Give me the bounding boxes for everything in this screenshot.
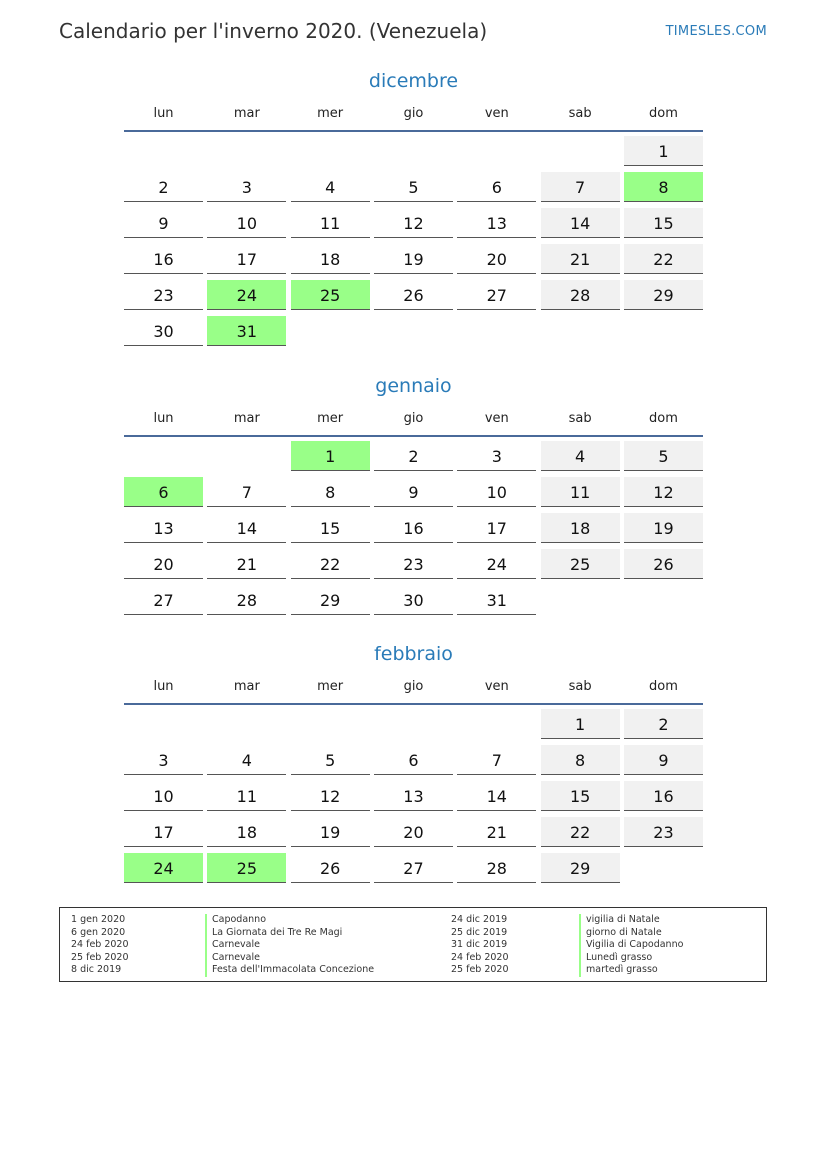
- weekday-label: ven: [484, 106, 509, 121]
- day-cell: 16: [124, 244, 203, 274]
- day-cell: 28: [457, 853, 536, 883]
- legend-holiday-name: martedì grasso: [579, 964, 683, 977]
- month-title: gennaio: [375, 375, 452, 397]
- day-cell: 16: [624, 781, 703, 811]
- legend-names-col-2: [579, 914, 683, 977]
- legend-date: 6 gen 2020: [71, 926, 126, 938]
- day-cell: 20: [124, 549, 203, 579]
- day-cell: 3: [124, 745, 203, 775]
- day-cell: 1: [624, 136, 703, 166]
- legend-holiday-name: Capodanno: [205, 914, 374, 927]
- day-cell: 12: [291, 781, 370, 811]
- month-title: dicembre: [368, 70, 459, 92]
- weekday-label: mer: [317, 106, 344, 121]
- day-cell: 4: [541, 441, 620, 471]
- day-cell: 29: [541, 853, 620, 883]
- day-cell: 3: [457, 441, 536, 471]
- legend-holiday-name: Carnevale: [205, 952, 374, 965]
- legend-date: 25 feb 2020: [71, 951, 129, 963]
- day-cell: 5: [624, 441, 703, 471]
- day-cell: 7: [541, 172, 620, 202]
- holiday-legend: [59, 907, 767, 982]
- day-cell: 14: [457, 781, 536, 811]
- day-cell: 20: [374, 817, 453, 847]
- day-cell-empty: [541, 136, 620, 166]
- day-cell: 11: [291, 208, 370, 238]
- day-cell: 19: [624, 513, 703, 543]
- legend-holiday-name: vigilia di Natale: [579, 914, 683, 927]
- weekday-label: mar: [233, 411, 260, 426]
- day-cell: 25: [541, 549, 620, 579]
- day-grid: [124, 441, 703, 621]
- day-cell-empty: [374, 709, 453, 739]
- day-cell: 13: [124, 513, 203, 543]
- day-cell: 9: [124, 208, 203, 238]
- day-cell-empty: [457, 709, 536, 739]
- weekday-label: lun: [153, 106, 174, 121]
- brand-link[interactable]: TIMESLES.COM: [665, 24, 767, 39]
- day-cell: 19: [291, 817, 370, 847]
- day-cell: 3: [207, 172, 286, 202]
- day-cell: 5: [374, 172, 453, 202]
- day-cell-empty: [124, 709, 203, 739]
- day-cell: 17: [457, 513, 536, 543]
- weekday-label: sab: [568, 411, 592, 426]
- day-cell-empty: [124, 441, 203, 471]
- day-cell: 19: [374, 244, 453, 274]
- day-cell: 21: [207, 549, 286, 579]
- day-cell-empty: [207, 709, 286, 739]
- day-cell: 17: [207, 244, 286, 274]
- weekday-label: ven: [484, 411, 509, 426]
- day-cell: 15: [291, 513, 370, 543]
- day-cell: 21: [541, 244, 620, 274]
- day-cell: 29: [291, 585, 370, 615]
- legend-holiday-name: Vigilia di Capodanno: [579, 939, 683, 952]
- day-cell: 2: [124, 172, 203, 202]
- weekday-label: gio: [403, 679, 424, 694]
- day-cell: 11: [541, 477, 620, 507]
- legend-date: 24 feb 2020: [451, 951, 509, 963]
- day-cell: 28: [541, 280, 620, 310]
- day-cell: 20: [457, 244, 536, 274]
- weekday-label: mar: [233, 106, 260, 121]
- day-cell: 27: [374, 853, 453, 883]
- legend-holiday-name: La Giornata dei Tre Re Magi: [205, 927, 374, 940]
- day-cell: 18: [207, 817, 286, 847]
- legend-date: 25 feb 2020: [451, 964, 509, 975]
- day-cell-holiday: 24: [124, 853, 203, 883]
- day-cell-empty: [291, 136, 370, 166]
- day-cell-holiday: 8: [624, 172, 703, 202]
- day-cell: 8: [291, 477, 370, 507]
- day-cell: 13: [457, 208, 536, 238]
- day-cell-empty: [124, 136, 203, 166]
- day-cell-holiday: 31: [207, 316, 286, 346]
- day-cell: 9: [374, 477, 453, 507]
- weekday-label: mar: [233, 679, 260, 694]
- day-cell: 23: [624, 817, 703, 847]
- day-cell-empty: [291, 709, 370, 739]
- day-cell: 14: [207, 513, 286, 543]
- day-cell: 23: [124, 280, 203, 310]
- day-cell: 10: [457, 477, 536, 507]
- day-cell: 9: [624, 745, 703, 775]
- day-cell: 12: [624, 477, 703, 507]
- legend-holiday-name: giorno di Natale: [579, 927, 683, 940]
- day-cell: 4: [291, 172, 370, 202]
- legend-holiday-name: Festa dell'Immacolata Concezione: [205, 964, 374, 977]
- day-cell: 24: [457, 549, 536, 579]
- legend-names-col-1: [205, 914, 374, 977]
- day-grid: [124, 709, 703, 889]
- day-cell: 21: [457, 817, 536, 847]
- day-cell: 8: [541, 745, 620, 775]
- weekday-label: lun: [153, 679, 174, 694]
- weekday-label: dom: [649, 679, 678, 694]
- page-title: Calendario per l'inverno 2020. (Venezuela): [59, 19, 488, 43]
- day-cell: 26: [374, 280, 453, 310]
- day-cell-empty: [374, 136, 453, 166]
- weekday-label: ven: [484, 679, 509, 694]
- month-february: [124, 643, 703, 889]
- day-cell: 26: [624, 549, 703, 579]
- legend-holiday-name: Lunedì grasso: [579, 952, 683, 965]
- day-cell-holiday: 1: [291, 441, 370, 471]
- legend-date: 8 dic 2019: [71, 964, 122, 975]
- weekday-label: mer: [317, 679, 344, 694]
- day-cell: 15: [624, 208, 703, 238]
- weekday-header: [124, 106, 703, 132]
- weekday-label: mer: [317, 411, 344, 426]
- day-cell: 7: [207, 477, 286, 507]
- day-cell: 26: [291, 853, 370, 883]
- day-cell: 2: [624, 709, 703, 739]
- legend-holiday-name: Carnevale: [205, 939, 374, 952]
- day-cell: 30: [124, 316, 203, 346]
- day-cell: 10: [207, 208, 286, 238]
- day-cell: 7: [457, 745, 536, 775]
- weekday-label: sab: [568, 106, 592, 121]
- day-cell: 22: [541, 817, 620, 847]
- day-cell: 1: [541, 709, 620, 739]
- weekday-label: dom: [649, 106, 678, 121]
- day-cell: 6: [457, 172, 536, 202]
- day-cell: 18: [541, 513, 620, 543]
- weekday-label: lun: [153, 411, 174, 426]
- month-december: [124, 70, 703, 352]
- day-cell: 23: [374, 549, 453, 579]
- day-cell: 22: [624, 244, 703, 274]
- day-cell: 27: [457, 280, 536, 310]
- weekday-header: [124, 411, 703, 437]
- day-cell: 14: [541, 208, 620, 238]
- day-cell-holiday: 6: [124, 477, 203, 507]
- day-cell: 29: [624, 280, 703, 310]
- day-cell-empty: [207, 441, 286, 471]
- month-title: febbraio: [374, 643, 453, 665]
- day-cell-empty: [457, 136, 536, 166]
- day-cell-holiday: 25: [291, 280, 370, 310]
- day-cell: 17: [124, 817, 203, 847]
- legend-date: 1 gen 2020: [71, 914, 126, 925]
- day-cell: 2: [374, 441, 453, 471]
- day-cell: 30: [374, 585, 453, 615]
- day-cell: 13: [374, 781, 453, 811]
- day-cell: 6: [374, 745, 453, 775]
- day-cell: 16: [374, 513, 453, 543]
- legend-date: 24 dic 2019: [451, 914, 508, 925]
- day-cell: 27: [124, 585, 203, 615]
- month-january: [124, 375, 703, 621]
- day-cell: 28: [207, 585, 286, 615]
- day-cell-empty: [207, 136, 286, 166]
- weekday-header: [124, 679, 703, 705]
- legend-date: 25 dic 2019: [451, 926, 508, 938]
- day-cell: 31: [457, 585, 536, 615]
- weekday-label: sab: [568, 679, 592, 694]
- day-grid: [124, 136, 703, 352]
- legend-dates-col-2: [451, 914, 509, 977]
- day-cell: 10: [124, 781, 203, 811]
- day-cell-holiday: 25: [207, 853, 286, 883]
- day-cell: 22: [291, 549, 370, 579]
- legend-dates-col-1: [71, 914, 129, 977]
- day-cell: 18: [291, 244, 370, 274]
- legend-date: 31 dic 2019: [451, 939, 508, 950]
- weekday-label: gio: [403, 106, 424, 121]
- weekday-label: dom: [649, 411, 678, 426]
- day-cell-holiday: 24: [207, 280, 286, 310]
- legend-date: 24 feb 2020: [71, 939, 129, 950]
- day-cell: 4: [207, 745, 286, 775]
- day-cell: 5: [291, 745, 370, 775]
- day-cell: 15: [541, 781, 620, 811]
- weekday-label: gio: [403, 411, 424, 426]
- day-cell: 11: [207, 781, 286, 811]
- day-cell: 12: [374, 208, 453, 238]
